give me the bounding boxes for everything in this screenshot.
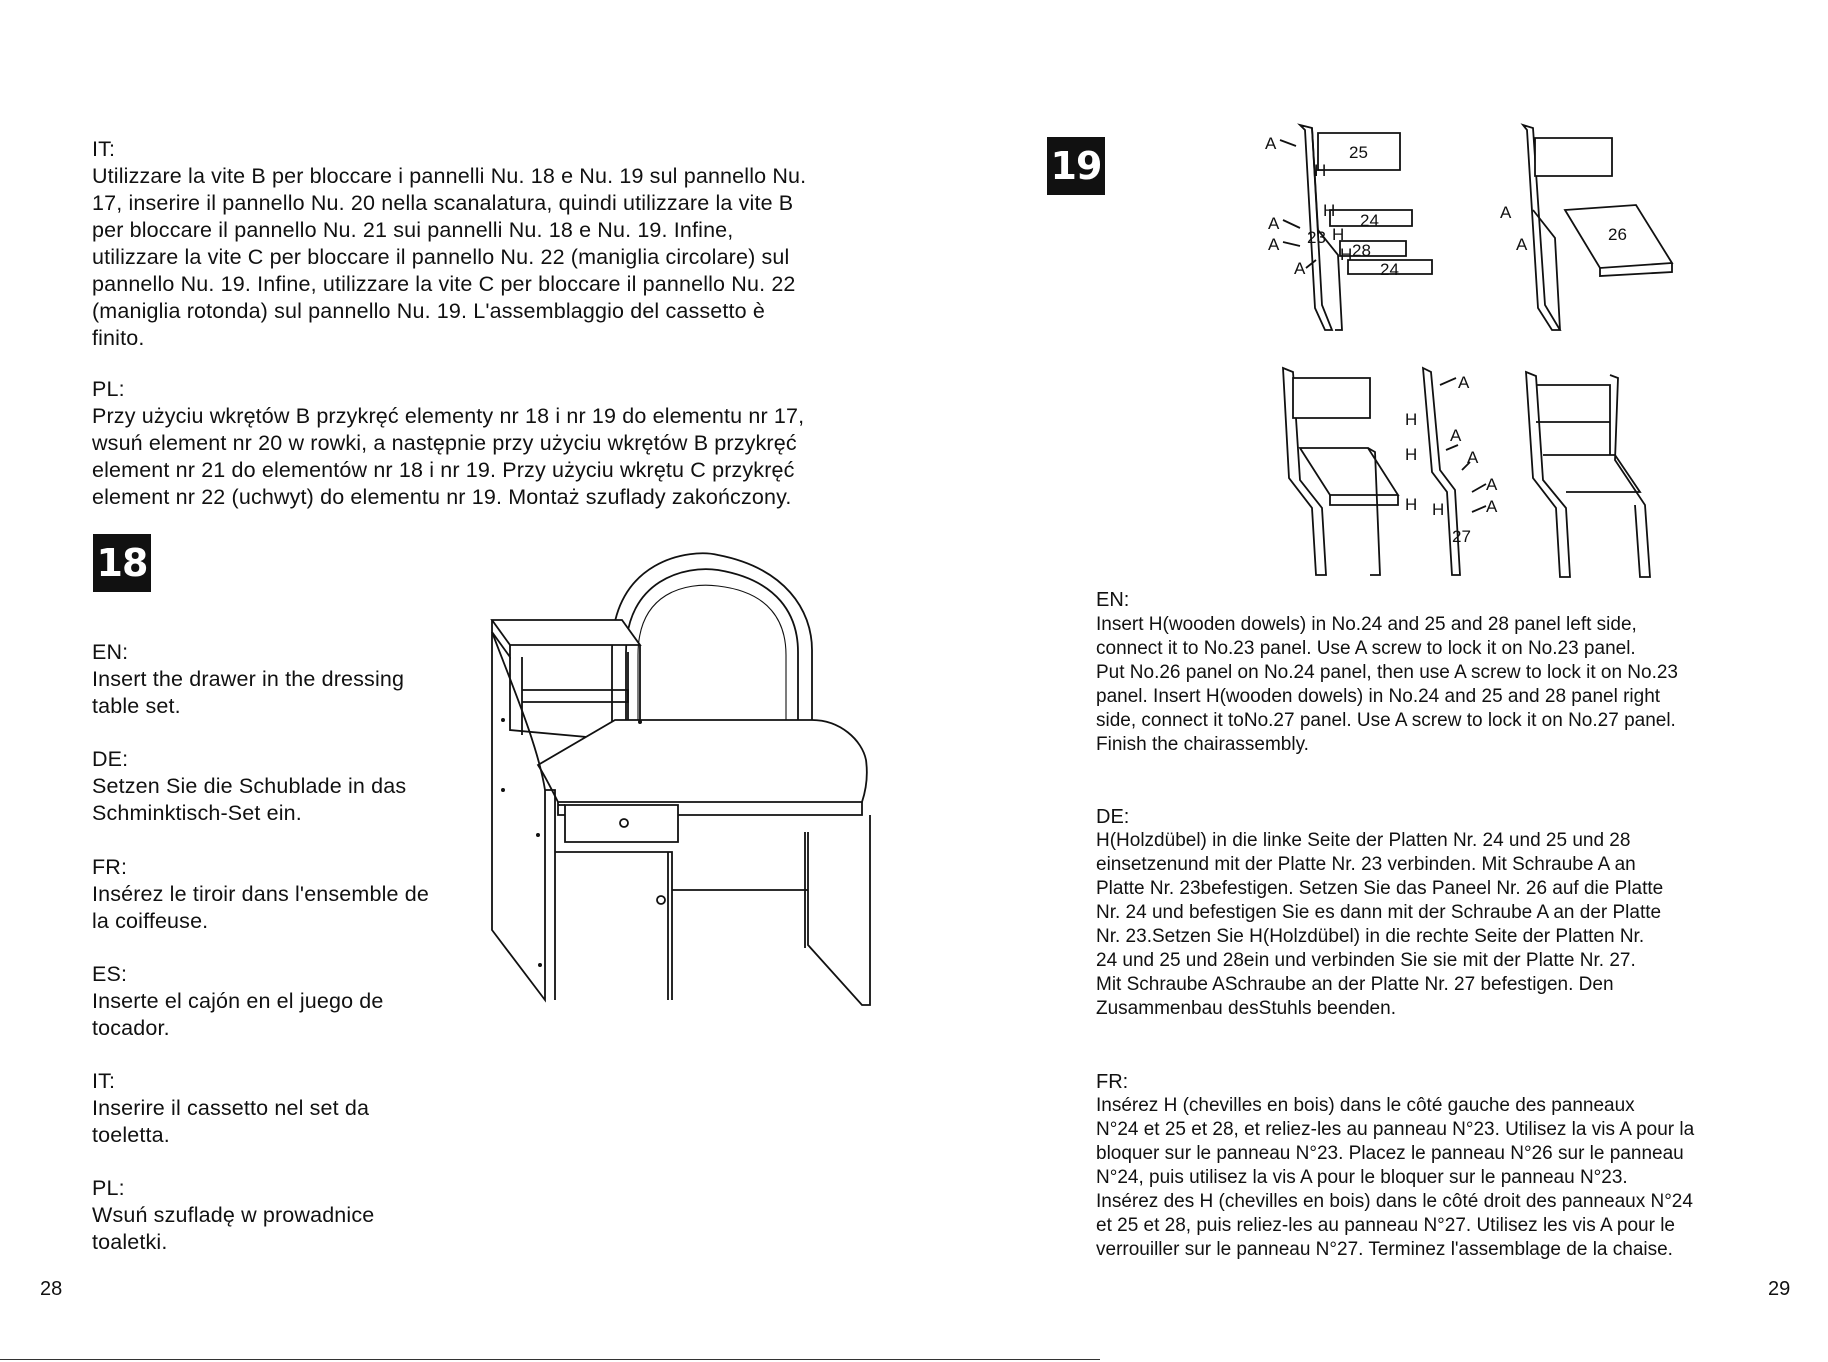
label-dowel-h2: H — [1323, 201, 1336, 220]
step19-en-heading: EN: — [1096, 589, 1130, 611]
step19-fr-heading: FR: — [1096, 1071, 1129, 1093]
step18-de-heading: DE: — [92, 747, 129, 771]
step18-es-heading: ES: — [92, 962, 128, 986]
label-dowel-h5: H — [1405, 410, 1418, 429]
label-dowel-h8: H — [1432, 500, 1445, 519]
step19-fr-text: Insérez H (chevilles en bois) dans le côté gauche des panneaux N°24 et 25 et 28, et reliez-les au panneau N°23. Utilisez la vis A pour la bloquer sur le panneau N°23. Placez le panneau N°26 sur le panneau N°24, puis utilisez la vis A pour le bloquer sur le panneau N°23. Insérez des H (chevilles en bois) dans le côté droit des panneaux N°24 et 25 et 28, puis reliez-les au panneau N°27. Utilisez les vis A pour le verrouiller sur le panneau N°27. Terminez l'assemblage de la chaise. — [1096, 1095, 1695, 1260]
label-dowel-h7: H — [1405, 495, 1418, 514]
label-screw-a10: A — [1486, 475, 1498, 494]
label-screw-a3: A — [1268, 235, 1280, 254]
label-screw-a7: A — [1458, 373, 1470, 392]
step19-en-text: Insert H(wooden dowels) in No.24 and 25 and 28 panel left side, connect it to No.23 panel. Use A screw to lock it on No.23 panel. Put No.26 panel on No.24 panel, then use A screw to lock it on No.23 panel. Insert H(wooden dowels) in No.24 and 25 and 28 panel right side, connect it toNo.27 panel. Use A screw to lock it on No.27 panel. Finish the chairassembly. — [1096, 614, 1678, 755]
page-number-right: 29 — [1768, 1278, 1791, 1300]
step18-fr-heading: FR: — [92, 855, 128, 879]
step-19-badge: 19 — [1047, 137, 1105, 195]
page-number-left: 28 — [40, 1278, 63, 1300]
step18-pl-heading: PL: — [92, 1176, 125, 1200]
label-screw-a8: A — [1450, 426, 1462, 445]
label-dowel-h1: H — [1314, 161, 1327, 180]
step18-it-text: Inserire il cassetto nel set da toeletta. — [92, 1096, 370, 1147]
label-dowel-h3: H — [1332, 225, 1345, 244]
step18-fr-text: Insérez le tiroir dans l'ensemble de la coiffeuse. — [92, 882, 429, 933]
label-panel-24a: 24 — [1360, 211, 1379, 230]
label-screw-a4: A — [1294, 259, 1306, 278]
label-panel-25: 25 — [1349, 143, 1368, 162]
label-screw-a11: A — [1486, 497, 1498, 516]
label-screw-a5: A — [1500, 203, 1512, 222]
step19-de-text: H(Holzdübel) in die linke Seite der Platten Nr. 24 und 25 und 28 einsetzenund mit der Platte Nr. 23 verbinden. Mit Schraube A an Platte Nr. 23befestigen. Setzen Sie das Paneel Nr. 26 auf die Platte Nr. 24 und befestigen Sie es dann mit der Schraube A an der Platte Nr. 23.Setzen Sie H(Holzdübel) in die rechte Seite der Platten Nr. 24 und 25 und 28ein und verbinden Sie sie mit der Platte Nr. 27. Mit Schraube ASchraube an der Platte Nr. 27 befestigen. Den Zusammenbau desStuhls beenden. — [1096, 830, 1664, 1019]
it-heading: IT: — [92, 137, 116, 161]
bottom-edge-line — [0, 1359, 1100, 1360]
label-screw-a6: A — [1516, 235, 1528, 254]
label-panel-27: 27 — [1452, 527, 1471, 546]
label-dowel-h4: H — [1340, 245, 1353, 264]
step18-it-heading: IT: — [92, 1069, 116, 1093]
label-screw-a2: A — [1268, 214, 1280, 233]
pl-paragraph: Przy użyciu wkrętów B przykręć elementy nr 18 i nr 19 do elementu nr 17, wsuń element nr 20 w rowki, a następnie przy użyciu wkrętów B przykręć element nr 21 do elementów nr 18 i nr 19. Przy użyciu wkrętu C przykręć element nr 22 (uchwyt) do elementu nr 19. Montaż szuflady zakończony. — [92, 404, 805, 509]
step19-de-heading: DE: — [1096, 806, 1130, 828]
label-screw-a9: A — [1467, 448, 1479, 467]
step18-pl-text: Wsuń szufladę w prowadnice toaletki. — [92, 1203, 375, 1254]
step18-de-text: Setzen Sie die Schublade in das Schminktisch-Set ein. — [92, 774, 407, 825]
label-panel-28: 28 — [1352, 241, 1371, 260]
label-panel-23: 23 — [1307, 228, 1326, 247]
label-panel-24b: 24 — [1380, 260, 1399, 279]
step18-en-text: Insert the drawer in the dressing table set. — [92, 667, 405, 718]
label-dowel-h6: H — [1405, 445, 1418, 464]
step18-en-heading: EN: — [92, 640, 129, 664]
label-panel-26: 26 — [1608, 225, 1627, 244]
label-screw-a1: A — [1265, 134, 1277, 153]
pl-heading: PL: — [92, 377, 125, 401]
step-18-badge: 18 — [93, 534, 151, 592]
it-paragraph: Utilizzare la vite B per bloccare i pannelli Nu. 18 e Nu. 19 sul pannello Nu. 17, inserire il pannello Nu. 20 nella scanalatura, quindi utilizzare la vite B per bloccare il pannello Nu. 21 sui pannelli Nu. 18 e Nu. 19. Infine, utilizzare la vite C per bloccare il pannello Nu. 22 (maniglia circolare) sul pannello Nu. 19. Infine, utilizzare la vite C per bloccare il pannello Nu. 22 (maniglia rotonda) sul pannello Nu. 19. L'assemblaggio del cassetto è finito. — [92, 164, 807, 350]
step18-es-text: Inserte el cajón en el juego de tocador. — [92, 989, 384, 1040]
